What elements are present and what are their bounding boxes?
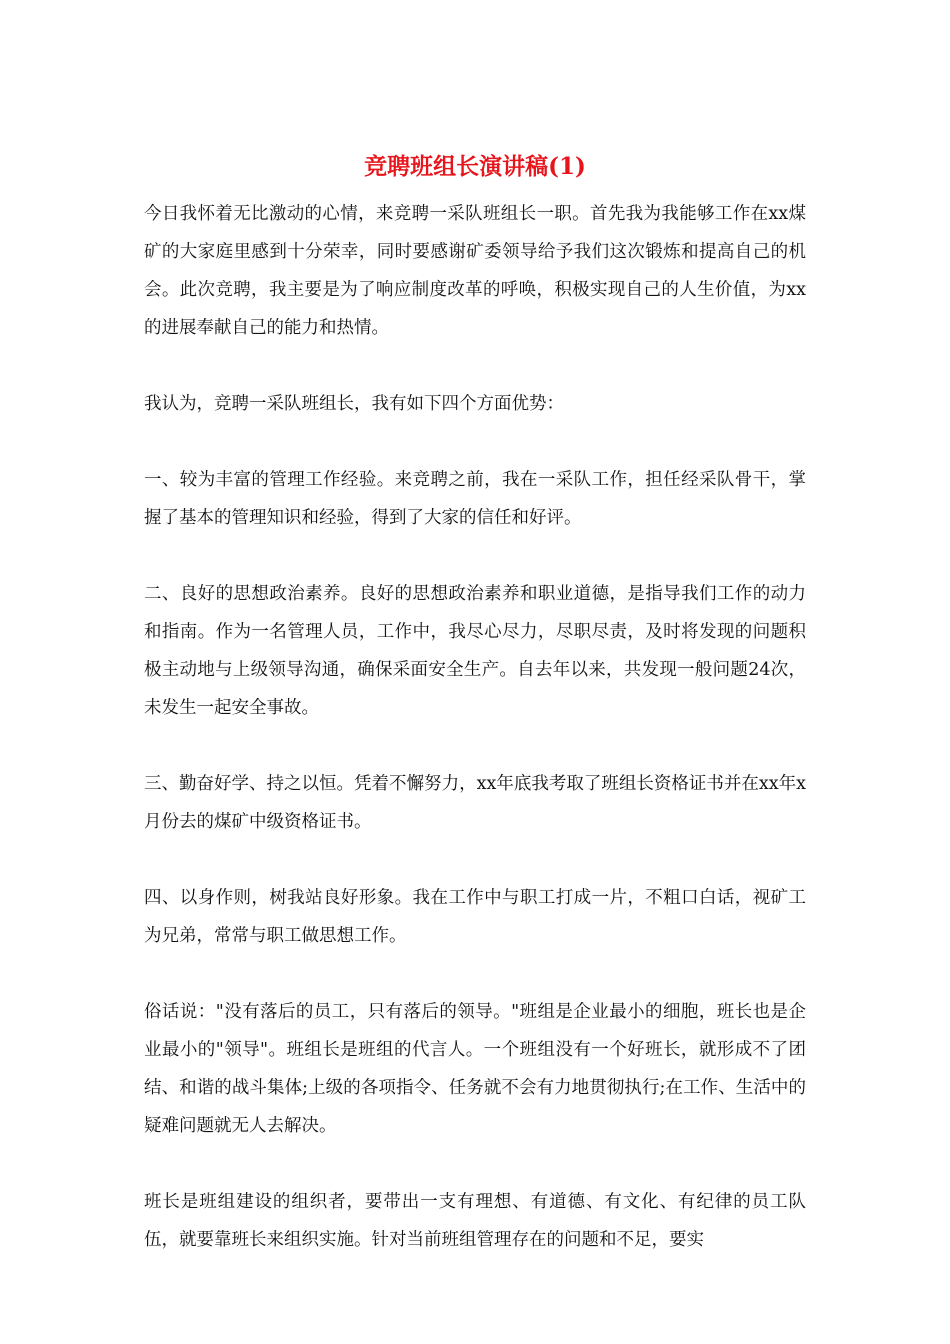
paragraph-organizer: 班长是班组建设的组织者，要带出一支有理想、有道德、有文化、有纪律的员工队伍，就要靠班长来组织实施。针对当前班组管理存在的问题和不足，要实 — [144, 1192, 806, 1250]
paragraph-intro: 今日我怀着无比激动的心情，来竞聘一采队班组长一职。首先我为我能够工作在xx煤矿的大家庭里感到十分荣幸，同时要感谢矿委领导给予我们这次锻炼和提高自己的机会。此次竞聘，我主要是为了响应制度改革的呼唤，积极实现自己的人生价值，为xx的进展奉献自己的能力和热情。 — [144, 204, 806, 338]
paragraph-point-three: 三、勤奋好学、持之以恒。凭着不懈努力，xx年底我考取了班组长资格证书并在xx年x月份去的煤矿中级资格证书。 — [144, 774, 806, 832]
paragraph-point-four: 四、以身作则，树我站良好形象。我在工作中与职工打成一片，不粗口白话，视矿工为兄弟，常常与职工做思想工作。 — [144, 888, 806, 946]
paragraph-point-two: 二、良好的思想政治素养。良好的思想政治素养和职业道德，是指导我们工作的动力和指南。作为一名管理人员，工作中，我尽心尽力，尽职尽责，及时将发现的问题积极主动地与上级领导沟通，确保采面安全生产。自去年以来，共发现一般问题24次，未发生一起安全事故。 — [144, 584, 806, 718]
paragraph-saying: 俗话说："没有落后的员工，只有落后的领导。"班组是企业最小的细胞，班长也是企业最小的"领导"。班组长是班组的代言人。一个班组没有一个好班长，就形成不了团结、和谐的战斗集体;上级的各项指令、任务就不会有力地贯彻执行;在工作、生活中的疑难问题就无人去解决。 — [144, 1002, 806, 1136]
document-title: 竞聘班组长演讲稿(1) — [364, 153, 586, 180]
document-body — [144, 195, 806, 1297]
paragraph-point-one: 一、较为丰富的管理工作经验。来竞聘之前，我在一采队工作，担任经采队骨干，掌握了基本的管理知识和经验，得到了大家的信任和好评。 — [144, 470, 806, 528]
paragraph-advantages-lead: 我认为，竞聘一采队班组长，我有如下四个方面优势： — [144, 394, 564, 414]
